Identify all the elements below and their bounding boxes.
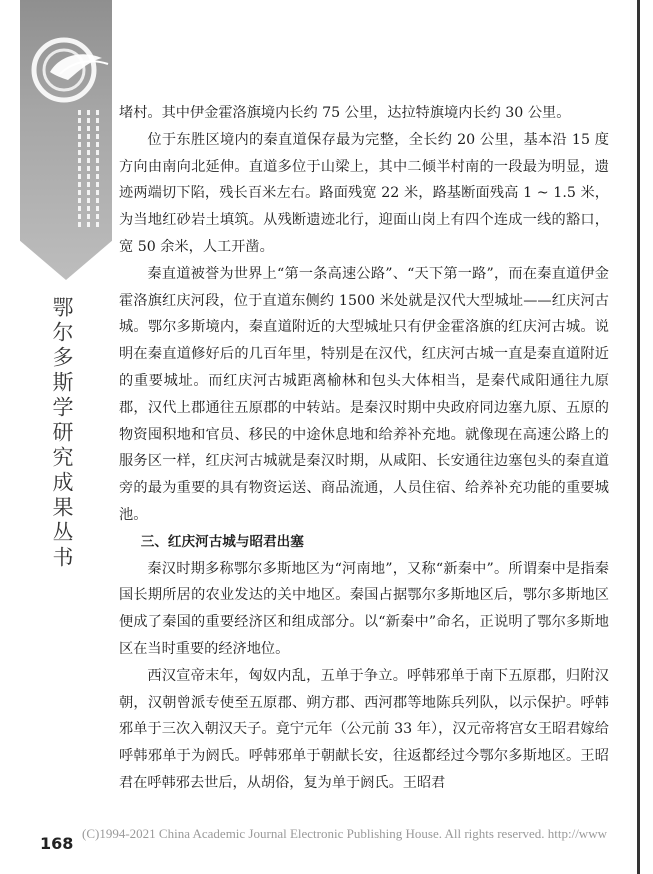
mongolian-script-vertical-text xyxy=(64,110,112,230)
bird-emblem-icon xyxy=(20,0,112,110)
series-title: 鄂尔多斯学研究成果丛书 xyxy=(50,296,74,571)
paragraph: 西汉宣帝末年，匈奴内乱，五单于争立。呼韩邪单于南下五原郡，归附汉朝，汉朝曾派专使至五原郡、朔方郡、西河郡等地陈兵列队，以示保护。呼韩邪单于三次入朝汉天子。竟宁元年（公元前 33 年），汉元帝将宫女王昭君嫁给呼韩邪单于为阏氏。呼韩邪单于朝献长安，往返都经过今鄂尔多斯地区。王昭君在呼韩邪去世后，从胡俗，复为单于阏氏。王昭君 xyxy=(119,667,609,791)
paragraph: 秦汉时期多称鄂尔多斯地区为“河南地”，又称“新秦中”。所谓秦中是指秦国长期所居的农业发达的关中地区。秦国占据鄂尔多斯地区后，鄂尔多斯地区便成了秦国的重要经济区和组成部分。以“新秦中”命名，正说明了鄂尔多斯地区在当时重要的经济地位。 xyxy=(119,560,609,657)
paragraph-continuation: 堵村。其中伊金霍洛旗境内长约 75 公里，达拉特旗境内长约 30 公里。 xyxy=(119,105,571,121)
copyright-notice: (C)1994-2021 China Academic Journal Electronic Publishing House. All rights reserved. http://www xyxy=(82,826,607,841)
body-text xyxy=(119,100,609,797)
page-border-right xyxy=(637,0,640,874)
sidebar xyxy=(0,0,112,874)
sidebar-banner xyxy=(20,0,112,280)
paragraph: 秦直道被誉为世界上“第一条高速公路”、“天下第一路”，而在秦直道伊金霍洛旗红庆河段，位于直道东侧约 1500 米处就是汉代大型城址——红庆河古城。鄂尔多斯境内，秦直道附近的大型城址只有伊金霍洛旗的红庆河古城。说明在秦直道修好后的几百年里，特别是在汉代，红庆河古城一直是秦直道附近的重要城址。而红庆河古城距离榆林和包头大体相当，是秦代咸阳通往九原郡，汉代上郡通往五原郡的中转站。是秦汉时期中央政府同边塞九原、五原的物资囤积地和官员、移民的中途休息地和给养补充地。就像现在高速公路上的服务区一样，红庆河古城就是秦汉时期，从咸阳、长安通往边塞包头的秦直道旁的最为重要的具有物资运送、商品流通，人员住宿、给养补充功能的重要城池。 xyxy=(119,265,609,523)
section-heading: 三、红庆河古城与昭君出塞 xyxy=(140,533,304,550)
paragraph: 位于东胜区境内的秦直道保存最为完整，全长约 20 公里，基本沿 15 度方向由南向北延伸。直道多位于山梁上，其中二倾半村南的一段最为明显，遗迹两端切下陷，残长百米左右。路面残宽 22 米，路基断面残高 1 ~ 1.5 米，为当地红砂岩土填筑。从残断遗迹北行，迎面山岗上有四个连成一线的豁口，宽 50 余米，人工开凿。 xyxy=(119,131,609,255)
page-number: 168 xyxy=(40,834,74,853)
